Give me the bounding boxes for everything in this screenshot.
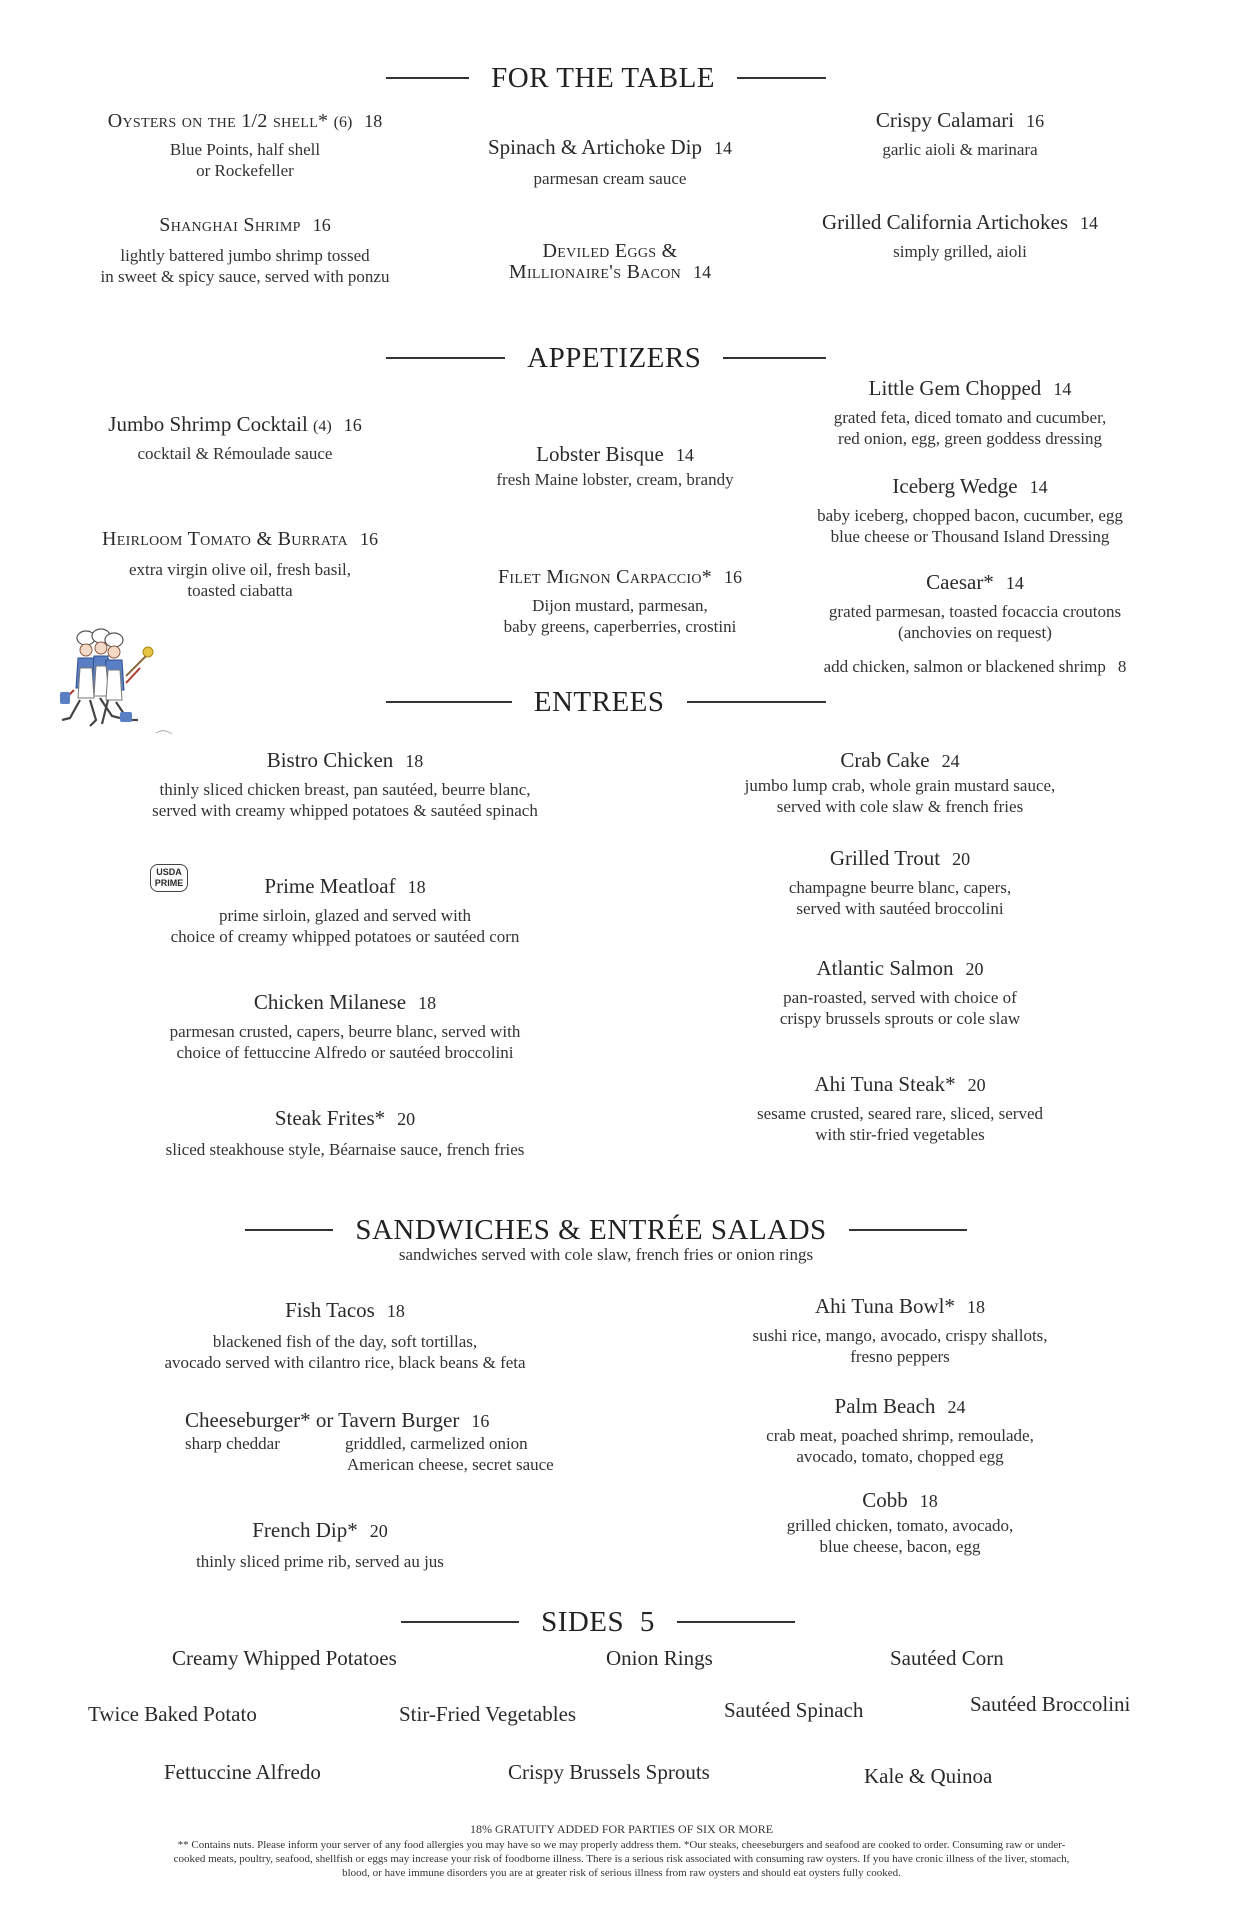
side-item: Onion Rings bbox=[606, 1646, 713, 1670]
item-price: 20 bbox=[965, 959, 984, 979]
item-name: Little Gem Chopped bbox=[868, 376, 1042, 400]
header-rule bbox=[386, 77, 469, 79]
item-desc: or Rockefeller bbox=[196, 161, 294, 180]
menu-item-ahi-steak bbox=[720, 1072, 1080, 1145]
menu-item-iceberg bbox=[800, 474, 1140, 547]
header-rule bbox=[737, 77, 826, 79]
burger-desc-right: griddled, carmelized onion bbox=[345, 1434, 528, 1453]
item-price: 14 bbox=[714, 138, 733, 158]
menu-item-steak-frites bbox=[110, 1106, 580, 1160]
item-desc: choice of creamy whipped potatoes or sautéed corn bbox=[170, 927, 520, 946]
item-name: Cobb bbox=[862, 1488, 908, 1512]
item-desc: garlic aioli & marinara bbox=[882, 140, 1038, 159]
item-price: 18 bbox=[967, 1297, 986, 1317]
item-desc: extra virgin olive oil, fresh basil, bbox=[128, 560, 352, 579]
header-rule bbox=[245, 1229, 333, 1231]
allergy-note: cooked meats, poultry, seafood, shellfish or eggs may increase your risk of foodborne illness. There is a serious risk associated with consuming raw oysters. If you have cronic illness of the liver, stomach, bbox=[173, 1853, 1070, 1865]
item-desc: served with cole slaw & french fries bbox=[776, 797, 1024, 816]
chefs-illustration-svg bbox=[56, 628, 176, 738]
sandwiches-note: sandwiches served with cole slaw, french fries or onion rings bbox=[398, 1245, 814, 1264]
section-title: APPETIZERS bbox=[527, 341, 702, 374]
usda-line: USDA bbox=[156, 867, 182, 877]
item-price: 16 bbox=[359, 529, 378, 549]
item-desc: with stir-fried vegetables bbox=[815, 1125, 985, 1144]
item-name: Grilled Trout bbox=[829, 846, 941, 870]
side-item: Kale & Quinoa bbox=[864, 1764, 993, 1788]
menu-item-oysters bbox=[60, 108, 430, 181]
item-name: Steak Frites* bbox=[274, 1106, 386, 1130]
item-name: Fish Tacos bbox=[285, 1298, 375, 1322]
item-desc: in sweet & spicy sauce, served with ponzu bbox=[100, 267, 390, 286]
menu-item-calamari bbox=[810, 108, 1110, 160]
item-price: 20 bbox=[369, 1521, 388, 1541]
header-rule bbox=[386, 357, 505, 359]
menu-item-shanghai-shrimp bbox=[60, 212, 430, 287]
section-header-sides bbox=[398, 1604, 798, 1640]
item-name: Crab Cake bbox=[840, 748, 930, 772]
item-desc: avocado served with cilantro rice, black beans & feta bbox=[164, 1353, 526, 1372]
item-name: Jumbo Shrimp Cocktail bbox=[108, 412, 308, 436]
item-desc: blue cheese or Thousand Island Dressing bbox=[830, 527, 1110, 546]
item-desc: red onion, egg, green goddess dressing bbox=[838, 429, 1102, 448]
item-desc: baby iceberg, chopped bacon, cucumber, egg bbox=[817, 506, 1123, 525]
item-price: 16 bbox=[471, 1411, 490, 1431]
item-name: Atlantic Salmon bbox=[816, 956, 954, 980]
header-rule bbox=[401, 1621, 519, 1623]
item-desc: thinly sliced prime rib, served au jus bbox=[196, 1552, 444, 1571]
sides-price: 5 bbox=[639, 1605, 655, 1638]
item-name: Shanghai Shrimp bbox=[159, 214, 301, 236]
item-name: Chicken Milanese bbox=[253, 990, 407, 1014]
addon-price: 8 bbox=[1117, 657, 1127, 676]
item-price: 16 bbox=[724, 567, 743, 587]
item-name: Prime Meatloaf bbox=[264, 874, 396, 898]
item-price: 14 bbox=[1005, 573, 1024, 593]
item-desc: fresno peppers bbox=[850, 1347, 950, 1366]
item-name: Millionaire's Bacon bbox=[508, 261, 682, 283]
menu-item-artichokes bbox=[800, 210, 1120, 262]
menu-item-crab-cake bbox=[720, 748, 1080, 817]
item-name: Ahi Tuna Bowl* bbox=[814, 1294, 956, 1318]
menu-item-deviled-eggs bbox=[470, 240, 750, 282]
item-price: 16 bbox=[1026, 111, 1045, 131]
item-name: Caesar* bbox=[926, 570, 994, 594]
section-header-sandwiches bbox=[236, 1212, 976, 1248]
item-desc: crispy brussels sprouts or cole slaw bbox=[779, 1009, 1021, 1028]
menu-item-shrimp-cocktail bbox=[75, 412, 395, 464]
item-desc: sliced steakhouse style, Béarnaise sauce, french fries bbox=[165, 1140, 525, 1159]
item-desc: simply grilled, aioli bbox=[893, 242, 1027, 261]
item-desc: thinly sliced chicken breast, pan sautéed, beurre blanc, bbox=[159, 780, 531, 799]
item-desc: avocado, tomato, chopped egg bbox=[796, 1447, 1004, 1466]
section-header-entrees bbox=[386, 684, 826, 720]
item-name: Iceberg Wedge bbox=[892, 474, 1018, 498]
menu-item-trout bbox=[720, 846, 1080, 919]
item-desc: toasted ciabatta bbox=[187, 581, 293, 600]
item-price: 14 bbox=[693, 262, 712, 282]
side-item: Stir-Fried Vegetables bbox=[399, 1702, 577, 1726]
item-desc: sesame crusted, seared rare, sliced, served bbox=[756, 1104, 1044, 1123]
item-name: Grilled California Artichokes bbox=[821, 210, 1069, 234]
side-item: Fettuccine Alfredo bbox=[164, 1760, 321, 1784]
section-header-for-the-table bbox=[386, 60, 826, 96]
menu-item-fish-tacos bbox=[120, 1298, 570, 1373]
item-name: Deviled Eggs & bbox=[542, 240, 678, 262]
item-price: 18 bbox=[418, 993, 437, 1013]
item-price: 24 bbox=[947, 1397, 966, 1417]
item-price: 20 bbox=[967, 1075, 986, 1095]
burger-desc-right: American cheese, secret sauce bbox=[347, 1455, 554, 1474]
item-desc: champagne beurre blanc, capers, bbox=[788, 878, 1012, 897]
item-desc: served with sautéed broccolini bbox=[796, 899, 1004, 918]
item-price: 20 bbox=[397, 1109, 416, 1129]
allergy-note: ** Contains nuts. Please inform your server of any food allergies you may have so we may properly address them. *Our steaks, cheeseburgers and seafood are cooked to order. Consuming raw or under- bbox=[177, 1839, 1066, 1851]
section-title: SIDES bbox=[541, 1605, 625, 1638]
item-desc: parmesan crusted, capers, beurre blanc, served with bbox=[169, 1022, 521, 1041]
item-name: French Dip* bbox=[252, 1518, 358, 1542]
item-price: 18 bbox=[386, 1301, 405, 1321]
salad-addon bbox=[800, 656, 1150, 677]
item-desc: (anchovies on request) bbox=[898, 623, 1052, 642]
header-rule bbox=[849, 1229, 967, 1231]
menu-item-milanese bbox=[110, 990, 580, 1063]
item-desc: grilled chicken, tomato, avocado, bbox=[786, 1516, 1014, 1535]
item-desc: blue cheese, bacon, egg bbox=[819, 1537, 981, 1556]
item-desc: Dijon mustard, parmesan, bbox=[532, 596, 708, 615]
section-title: SANDWICHES & ENTRÉE SALADS bbox=[355, 1213, 827, 1246]
header-rule bbox=[687, 701, 826, 703]
menu-item-cobb bbox=[720, 1488, 1080, 1557]
item-desc: grated parmesan, toasted focaccia croutons bbox=[828, 602, 1122, 621]
gratuity-note: 18% GRATUITY ADDED FOR PARTIES OF SIX OR MORE bbox=[469, 1822, 774, 1836]
footer bbox=[60, 1822, 1183, 1880]
menu-item-bistro-chicken bbox=[110, 748, 580, 821]
menu-item-spinach-dip bbox=[450, 135, 770, 189]
item-price: 14 bbox=[1080, 213, 1099, 233]
item-name: Oysters on the 1/2 shell* bbox=[107, 110, 329, 132]
item-desc: parmesan cream sauce bbox=[533, 169, 687, 188]
side-item: Crispy Brussels Sprouts bbox=[508, 1760, 710, 1784]
chefs-illustration bbox=[56, 628, 176, 738]
menu-item-ahi-bowl bbox=[720, 1294, 1080, 1367]
item-price: 18 bbox=[405, 751, 424, 771]
item-name: Palm Beach bbox=[834, 1394, 936, 1418]
section-title: FOR THE TABLE bbox=[491, 61, 716, 94]
menu-item-meatloaf bbox=[110, 874, 580, 947]
addon-text: add chicken, salmon or blackened shrimp bbox=[823, 657, 1106, 676]
item-name: Filet Mignon Carpaccio* bbox=[497, 566, 713, 588]
item-name: Bistro Chicken bbox=[266, 748, 394, 772]
item-name: Lobster Bisque bbox=[536, 442, 664, 466]
item-desc: served with creamy whipped potatoes & sautéed spinach bbox=[152, 801, 538, 820]
item-qty: (4) bbox=[313, 418, 332, 435]
section-header-appetizers bbox=[386, 340, 826, 376]
item-price: 20 bbox=[952, 849, 971, 869]
menu-item-heirloom bbox=[70, 526, 410, 601]
item-desc: fresh Maine lobster, cream, brandy bbox=[496, 470, 734, 489]
item-desc: prime sirloin, glazed and served with bbox=[218, 906, 472, 925]
item-desc: pan-roasted, served with choice of bbox=[783, 988, 1017, 1007]
item-price: 14 bbox=[1053, 379, 1072, 399]
item-price: 18 bbox=[364, 111, 383, 131]
item-name: Heirloom Tomato & Burrata bbox=[102, 528, 348, 550]
burger-desc-left: sharp cheddar bbox=[185, 1434, 280, 1453]
item-price: 16 bbox=[343, 415, 362, 435]
menu-item-carpaccio bbox=[450, 564, 790, 637]
header-rule bbox=[723, 357, 826, 359]
item-desc: lightly battered jumbo shrimp tossed bbox=[120, 246, 370, 265]
menu-item-burger bbox=[185, 1408, 585, 1474]
side-item: Twice Baked Potato bbox=[88, 1702, 257, 1726]
item-qty: (6) bbox=[333, 114, 353, 131]
side-item: Sautéed Corn bbox=[890, 1646, 1004, 1670]
menu-item-french-dip bbox=[120, 1518, 520, 1572]
menu-item-palm-beach bbox=[720, 1394, 1080, 1467]
item-price: 24 bbox=[941, 751, 960, 771]
item-name: Crispy Calamari bbox=[875, 108, 1015, 132]
allergy-note: blood, or have immune disorders you are at greater risk of serious illness from raw oysters and should eat oysters fully cooked. bbox=[342, 1867, 901, 1879]
item-price: 18 bbox=[919, 1491, 938, 1511]
menu-item-lobster-bisque bbox=[450, 442, 780, 490]
side-item: Creamy Whipped Potatoes bbox=[172, 1646, 397, 1670]
item-price: 14 bbox=[1029, 477, 1048, 497]
item-desc: cocktail & Rémoulade sauce bbox=[137, 444, 333, 463]
item-name: Spinach & Artichoke Dip bbox=[487, 135, 703, 159]
menu-item-little-gem bbox=[810, 376, 1130, 449]
menu-item-caesar bbox=[810, 570, 1140, 643]
item-desc: Blue Points, half shell bbox=[169, 140, 321, 159]
menu-item-salmon bbox=[720, 956, 1080, 1029]
side-item: Sautéed Spinach bbox=[724, 1698, 864, 1722]
item-desc: crab meat, poached shrimp, remoulade, bbox=[766, 1426, 1034, 1445]
item-desc: grated feta, diced tomato and cucumber, bbox=[833, 408, 1107, 427]
header-rule bbox=[677, 1621, 795, 1623]
prime-line: PRIME bbox=[154, 878, 184, 888]
section-title: ENTREES bbox=[533, 685, 665, 718]
item-price: 18 bbox=[407, 877, 426, 897]
item-desc: jumbo lump crab, whole grain mustard sauce, bbox=[744, 776, 1056, 795]
side-item: Sautéed Broccolini bbox=[970, 1692, 1131, 1716]
item-desc: blackened fish of the day, soft tortillas, bbox=[212, 1332, 478, 1351]
item-desc: baby greens, caperberries, crostini bbox=[503, 617, 737, 636]
item-desc: choice of fettuccine Alfredo or sautéed broccolini bbox=[176, 1043, 514, 1062]
item-name: Ahi Tuna Steak* bbox=[814, 1072, 956, 1096]
item-price: 14 bbox=[675, 445, 694, 465]
header-rule bbox=[386, 701, 512, 703]
item-name: Cheeseburger* or Tavern Burger bbox=[185, 1408, 460, 1432]
item-desc: sushi rice, mango, avocado, crispy shallots, bbox=[752, 1326, 1048, 1345]
item-price: 16 bbox=[312, 215, 331, 235]
